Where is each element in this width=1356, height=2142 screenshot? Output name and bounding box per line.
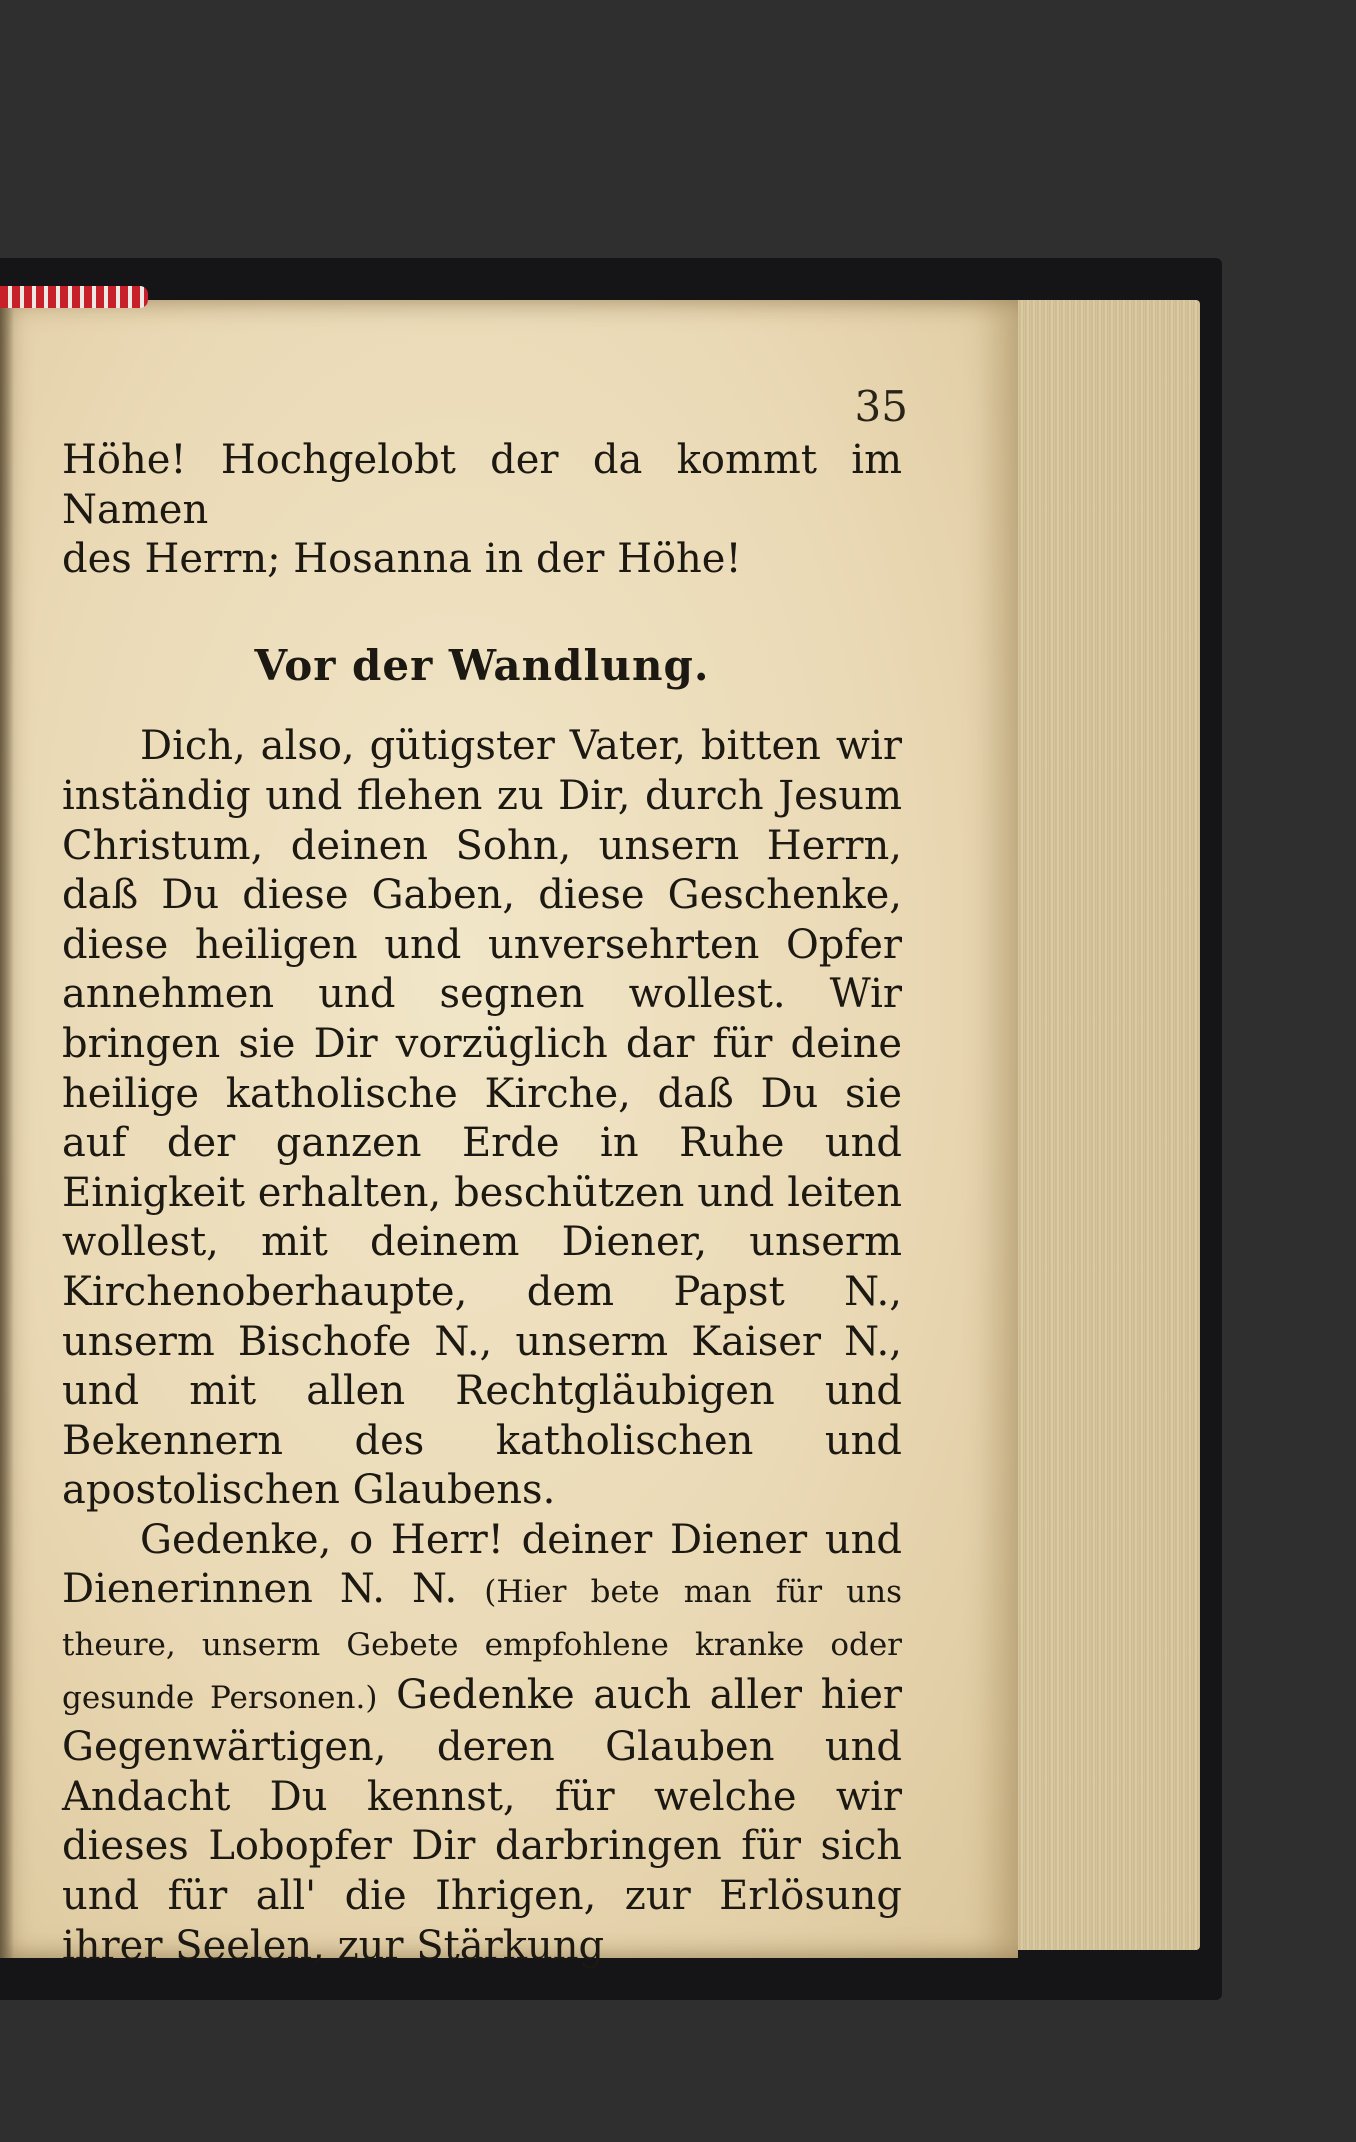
page-number: 35 [854, 382, 908, 431]
intro-line-2: des Herrn; Hosanna in der Höhe! [62, 536, 742, 583]
intro-line-1: Höhe! Hochgelobt der da kommt im Namen [62, 437, 902, 533]
page-edges [1000, 300, 1200, 1950]
section-heading: Vor der Wandlung. [254, 640, 710, 690]
paragraph-1: Dich, also, gütigster Vater, bitten wir inständig und flehen zu Dir, durch Jesum Christum, deinen Sohn, unsern Herrn, daß Du diese Gaben, diese Geschenke, diese heiligen und unversehrten Opfer annehmen und segnen wollest. Wir bringen sie Dir vorzüglich dar für deine heilige katholische Kirche, daß Du sie auf der ganzen Erde in Ruhe und Einigkeit erhalten, beschützen und leiten wollest, mit deinem Diener, unserm Kirchenoberhaupte, dem Papst N., unserm Bischofe N., unserm Kaiser N., und mit allen Rechtgläubigen und Bekennern des katholischen und apostolischen Glaubens. [62, 723, 902, 1514]
page-text [62, 384, 902, 1971]
book-page [0, 300, 1018, 1969]
paragraph-2-note: (Hier bete man für uns theure, unserm Gebete empfohlene kranke oder gesunde Personen.) [62, 1574, 903, 1716]
paragraph-2 [62, 1516, 902, 1971]
paragraph-2-start: Gedenke, o Herr! deiner Diener und Dienerinnen N. N. [62, 1516, 902, 1613]
paragraph-2-end: Gedenke auch aller hier Gegenwärtigen, deren Glauben und Andacht Du kennst, für welche wir dieses Lobopfer Dir darbringen für sich und für all' die Ihrigen, zur Erlösung ihrer Seelen, zur Stärkung [62, 1671, 902, 1969]
ribbon-bookmark [0, 286, 148, 308]
page-gutter [0, 300, 14, 1958]
